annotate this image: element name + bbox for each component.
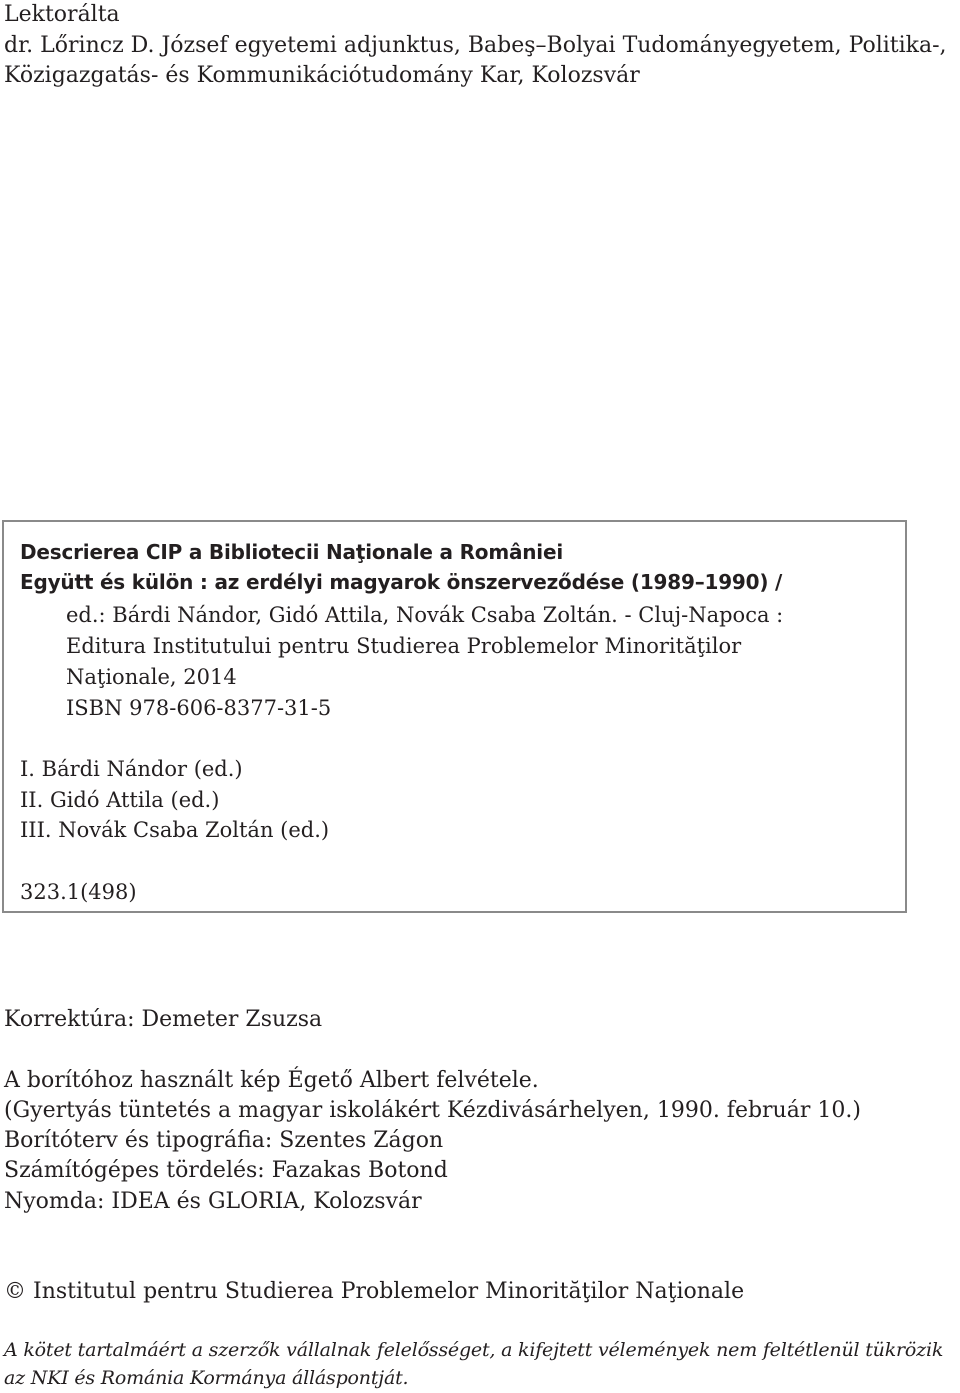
printing-credit: Nyomda: IDEA és GLORIA, Kolozsvár: [4, 1189, 422, 1214]
cip-editors: ed.: Bárdi Nándor, Gidó Attila, Novák Csaba Zoltán. - Cluj-Napoca :: [66, 603, 784, 627]
reviewer-line-2: Közigazgatás- és Kommunikációtudomány Kar, Kolozsvár: [4, 63, 640, 88]
reviewer-line-1: dr. Lőrincz D. József egyetemi adjunktus, Babeş–Bolyai Tudományegyetem, Politika-,: [4, 33, 947, 58]
cip-entry: II. Gidó Attila (ed.): [20, 788, 220, 812]
cip-classification: 323.1(498): [20, 880, 137, 904]
copyright-symbol: ©: [4, 1279, 26, 1304]
cip-title: Descrierea CIP a Bibliotecii Naţionale a României: [20, 540, 563, 564]
proofreading-credit: Korrektúra: Demeter Zsuzsa: [4, 1007, 323, 1032]
cover-photo-caption: (Gyertyás tüntetés a magyar iskolákért Kézdivásárhelyen, 1990. február 10.): [4, 1098, 861, 1123]
cover-design-credit: Borítóterv és tipográfia: Szentes Zágon: [4, 1128, 444, 1153]
disclaimer-line-2: az NKI és Románia Kormánya álláspontját.: [4, 1367, 409, 1389]
cip-publisher-line-1: Editura Institutului pentru Studierea Problemelor Minorităţilor: [66, 634, 742, 658]
cip-entry: I. Bárdi Nándor (ed.): [20, 757, 243, 781]
reviewed-label: Lektorálta: [4, 2, 120, 27]
cip-publisher-line-2: Naţionale, 2014: [66, 665, 237, 689]
cip-entry: III. Novák Csaba Zoltán (ed.): [20, 818, 330, 842]
copyright-holder: Institutul pentru Studierea Problemelor Minorităţilor Naţionale: [33, 1279, 745, 1304]
cip-book-title: Együtt és külön : az erdélyi magyarok önszerveződése (1989–1990) /: [20, 570, 783, 594]
cip-isbn: ISBN 978-606-8377-31-5: [66, 696, 332, 720]
layout-credit: Számítógépes tördelés: Fazakas Botond: [4, 1158, 448, 1183]
copyright-line: [4, 1277, 744, 1307]
disclaimer-line-1: A kötet tartalmáért a szerzők vállalnak felelősséget, a kifejtett vélemények nem feltétlenül tükrözik: [4, 1339, 944, 1361]
cover-photo-credit: A borítóhoz használt kép Égető Albert felvétele.: [4, 1068, 539, 1093]
